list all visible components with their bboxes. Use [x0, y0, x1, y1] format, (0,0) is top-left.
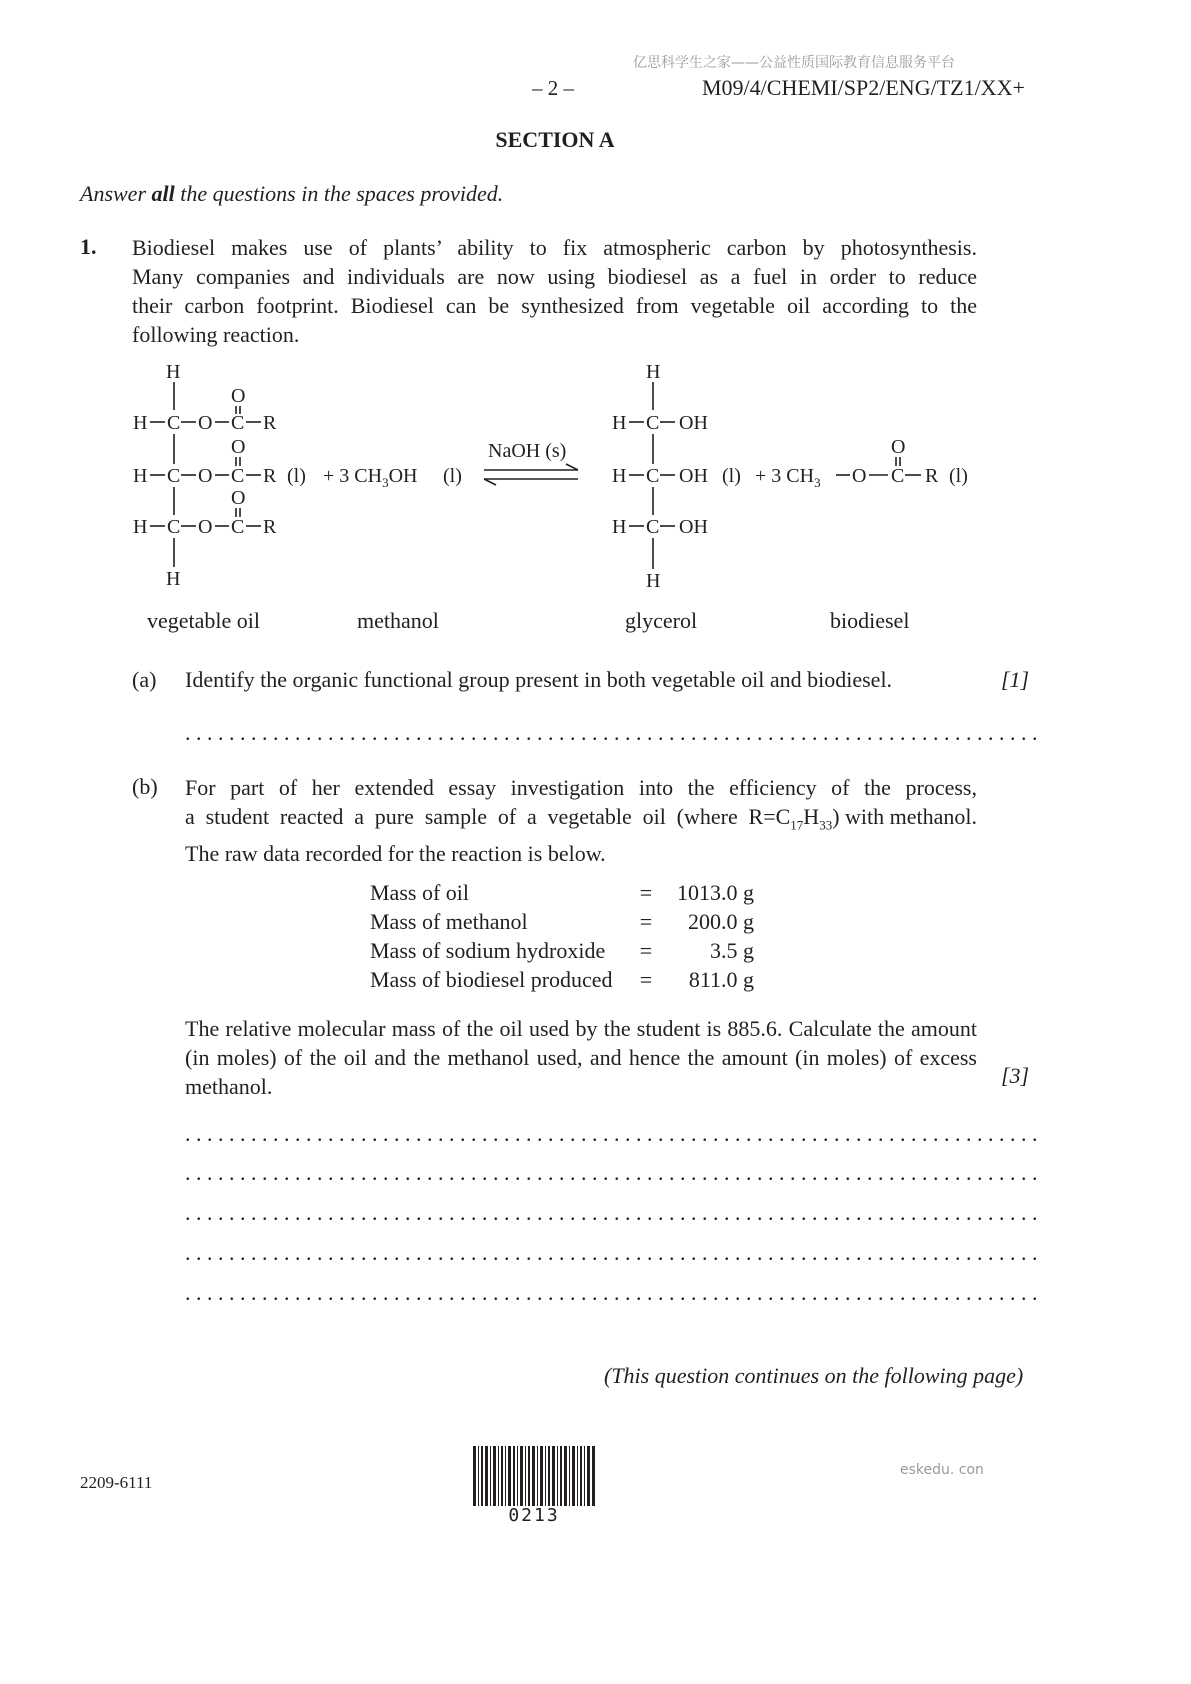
intro-line: following reaction. [132, 322, 300, 347]
oil-top-h: H [166, 361, 181, 383]
bio-co: O [891, 436, 906, 458]
part-b-question [185, 1014, 977, 1101]
arrow-reverse [484, 479, 496, 485]
gly-oh3: OH [679, 516, 708, 538]
part-b-question-line: methanol. [185, 1074, 273, 1099]
gly-c2: C [646, 465, 660, 487]
data-row: Mass of biodiesel produced = 811.0 g [370, 967, 754, 992]
answer-line-b[interactable] [185, 1280, 1047, 1306]
part-b-line: For part of her extended essay investigation into the efficiency of the process, [185, 775, 977, 800]
oil-cc2: C [231, 465, 245, 487]
part-a-marks: [1] [1001, 667, 1030, 692]
bio-r: R [925, 465, 939, 487]
oil-c1: C [167, 412, 181, 434]
section-title: SECTION A [495, 127, 615, 152]
gly-c1: C [646, 412, 660, 434]
oil-h3: H [133, 516, 148, 538]
gly-h1: H [612, 412, 627, 434]
data-row: Mass of oil = 1013.0 g [370, 880, 754, 905]
page-number: – 2 – [532, 76, 574, 100]
gly-h3: H [612, 516, 627, 538]
continues-note: (This question continues on the following page) [604, 1363, 1024, 1388]
gly-oh1: OH [679, 412, 708, 434]
data-row: Mass of sodium hydroxide = 3.5 g [370, 938, 754, 963]
oil-cc3: C [231, 516, 245, 538]
arrow-forward [566, 464, 578, 470]
oil-co1: O [231, 385, 246, 407]
oil-o3: O [198, 516, 213, 538]
instruction: Answer all the questions in the spaces provided. [80, 181, 504, 206]
question-number: 1. [80, 234, 97, 259]
oil-o2: O [198, 465, 213, 487]
barcode-number: 0213 [508, 1505, 560, 1526]
answer-line-a[interactable] [185, 720, 1047, 746]
oil-co2: O [231, 436, 246, 458]
watermark-text: 亿思科学生之家——公益性质国际教育信息服务平台 [633, 55, 955, 71]
part-b-question-line: (in moles) of the oil and the methanol used, and hence the amount (in moles) of excess [185, 1045, 977, 1070]
oil-c3: C [167, 516, 181, 538]
oil-cc1: C [231, 412, 245, 434]
reaction-diagram [0, 350, 1191, 640]
bio-c: C [891, 465, 905, 487]
oil-co3: O [231, 487, 246, 509]
methanol-coef: + 3 $CH_3OH$ [323, 465, 418, 490]
oil-bottom-h: H [166, 568, 181, 590]
footer-code: 2209-6111 [80, 1473, 153, 1492]
oil-state: (l) [287, 465, 306, 487]
part-b-question-line: The relative molecular mass of the oil used by the student is 885.6. Calculate the amount [185, 1016, 977, 1041]
intro-line: Biodiesel makes use of plants’ ability to fix atmospheric carbon by photosynthesis. [132, 235, 977, 260]
oil-o1: O [198, 412, 213, 434]
label-vegetable-oil: vegetable oil [147, 608, 261, 633]
oil-r2: R [263, 465, 277, 487]
answer-line-b[interactable] [185, 1121, 1047, 1147]
part-b-intro [185, 773, 977, 868]
gly-oh2: OH [679, 465, 708, 487]
raw-data-table [370, 880, 754, 996]
data-row: Mass of methanol = 200.0 g [370, 909, 754, 934]
question-intro [132, 233, 977, 349]
intro-line: their carbon footprint. Biodiesel can be synthesized from vegetable oil according to the [132, 293, 977, 318]
biodiesel-coef: + 3 $CH_3$ [755, 465, 821, 490]
part-a-text: Identify the organic functional group present in both vegetable oil and biodiesel. [185, 667, 893, 692]
catalyst-label: NaOH (s) [488, 440, 567, 462]
label-biodiesel: biodiesel [830, 608, 910, 633]
part-b-line: The raw data recorded for the reaction is below. [185, 841, 606, 867]
gly-state: (l) [722, 465, 741, 487]
part-a-label: (a) [132, 667, 157, 692]
oil-r1: R [263, 412, 277, 434]
answer-line-b[interactable] [185, 1240, 1047, 1266]
label-glycerol: glycerol [625, 608, 698, 633]
gly-bottom-h: H [646, 570, 661, 592]
oil-r3: R [263, 516, 277, 538]
intro-line: Many companies and individuals are now using biodiesel as a fuel in order to reduce [132, 264, 977, 289]
paper-code: M09/4/CHEMI/SP2/ENG/TZ1/XX+ [702, 75, 1025, 100]
oil-h2: H [133, 465, 148, 487]
gly-c3: C [646, 516, 660, 538]
bio-state: (l) [949, 465, 968, 487]
methanol-state: (l) [443, 465, 462, 487]
answer-line-b[interactable] [185, 1160, 1047, 1186]
bio-o: O [852, 465, 867, 487]
site-watermark: eskedu. con [900, 1462, 984, 1478]
part-b-label: (b) [132, 774, 158, 799]
oil-c2: C [167, 465, 181, 487]
oil-h1: H [133, 412, 148, 434]
gly-top-h: H [646, 361, 661, 383]
barcode [473, 1446, 595, 1506]
part-b-marks: [3] [1001, 1063, 1030, 1088]
label-methanol: methanol [357, 608, 439, 633]
gly-h2: H [612, 465, 627, 487]
answer-line-b[interactable] [185, 1200, 1047, 1226]
part-b-line: a student reacted a pure sample of a vegetable oil (where R $=C_{17}H_{33}$) with methanol. [185, 804, 977, 833]
